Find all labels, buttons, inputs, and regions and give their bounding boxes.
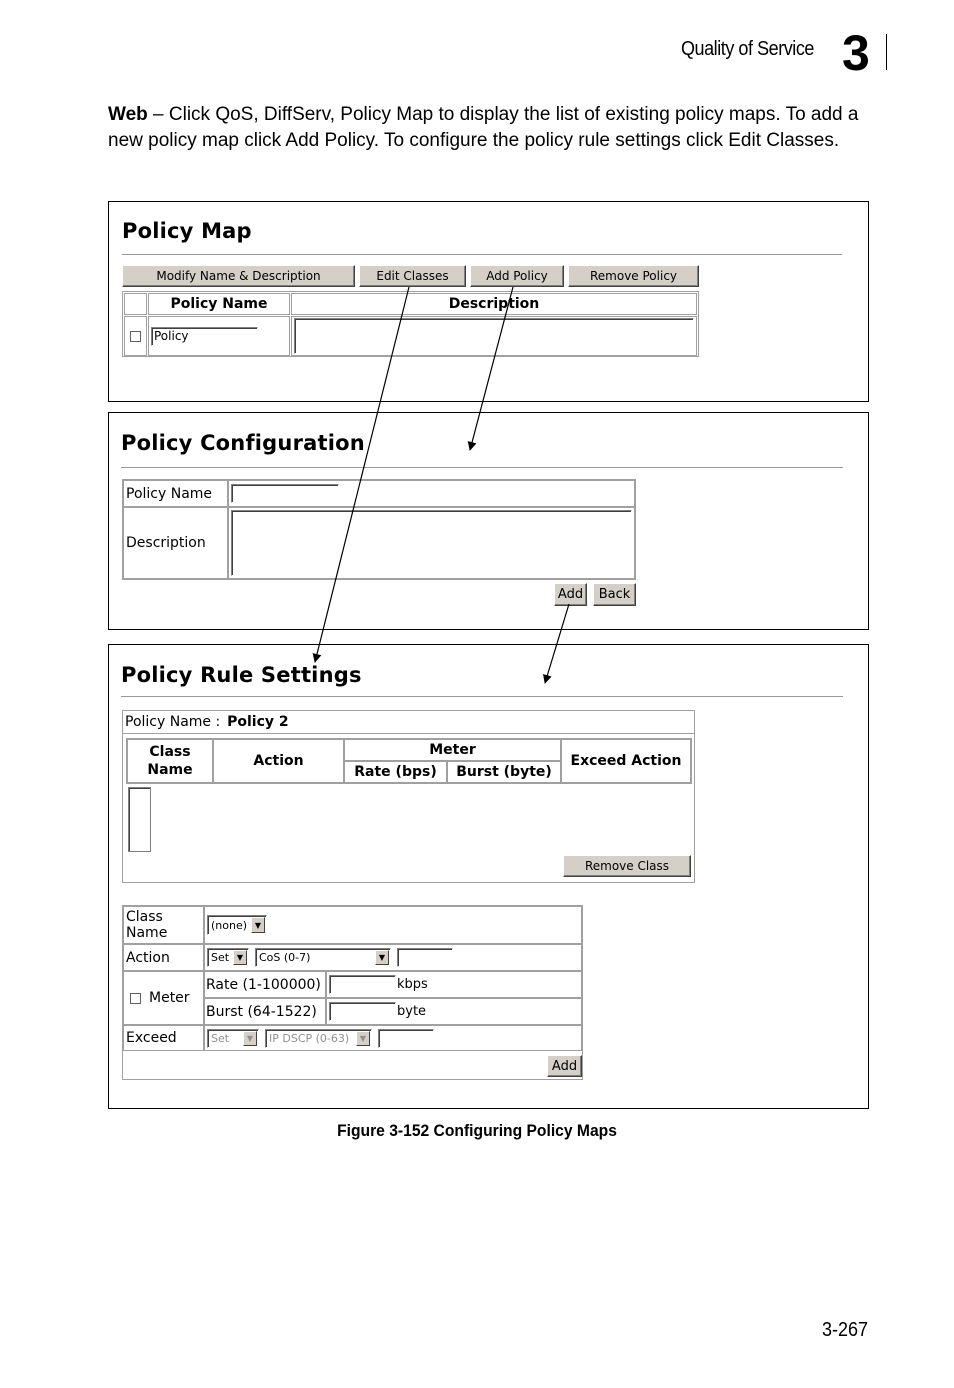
exceed-action-column-header: Exceed Action <box>561 739 691 783</box>
chapter-number: 3 <box>842 25 870 81</box>
page-number: 3-267 <box>822 1319 869 1341</box>
policy-name-column-header: Policy Name <box>148 293 290 315</box>
policy-rule-settings-title: Policy Rule Settings <box>121 663 362 687</box>
burst-unit: byte <box>397 1004 427 1019</box>
exceed-select-value: Set <box>211 1031 230 1045</box>
action-select-value: Set <box>211 951 230 964</box>
edit-classes-button[interactable]: Edit Classes <box>359 265 466 287</box>
burst-label: Burst (64-1522) <box>204 998 326 1025</box>
class-name-header-line-2: Name <box>147 762 193 778</box>
intro-bold: Web <box>108 104 148 125</box>
meter-column-header: Meter <box>344 739 561 761</box>
policy-name-label: Policy Name : <box>125 714 221 730</box>
chevron-down-icon[interactable]: ▼ <box>356 1031 370 1046</box>
description-column-header: Description <box>291 293 697 315</box>
add-policy-button[interactable]: Add Policy <box>470 265 564 287</box>
meter-label: Meter <box>149 990 190 1006</box>
chevron-down-icon[interactable]: ▼ <box>233 950 247 965</box>
arrow-edit-classes-to-rule-settings <box>315 287 409 662</box>
rate-unit: kbps <box>397 977 428 992</box>
arrow-add-policy-to-configuration <box>470 287 513 450</box>
figure-caption: Figure 3-152 Configuring Policy Maps <box>337 1121 617 1140</box>
action-column-header: Action <box>213 739 344 783</box>
class-name-header-line-1: Class <box>149 744 191 760</box>
action-label: Action <box>123 944 204 971</box>
chevron-down-icon[interactable]: ▼ <box>375 950 389 965</box>
class-name-select-value: (none) <box>211 918 248 932</box>
add-button[interactable]: Add <box>554 583 587 606</box>
chevron-down-icon[interactable]: ▼ <box>243 1031 257 1046</box>
policy-map-title: Policy Map <box>122 219 252 243</box>
back-button[interactable]: Back <box>593 583 636 606</box>
action-type-select-value: CoS (0-7) <box>259 951 311 964</box>
rate-column-header: Rate (bps) <box>344 761 447 783</box>
class-name-label-line-2: Name <box>126 925 168 941</box>
intro-text: – Click QoS, DiffServ, Policy Map to display the list of existing policy maps. To add a new policy map click Add Policy. To configure the policy rule settings click Edit Classes. <box>108 104 859 151</box>
remove-class-button[interactable]: Remove Class <box>563 855 691 877</box>
chevron-down-icon[interactable]: ▼ <box>251 917 265 933</box>
rate-label: Rate (1-100000) <box>204 971 326 998</box>
burst-column-header: Burst (byte) <box>447 761 561 783</box>
policy-name-value: Policy 2 <box>227 714 289 730</box>
header-title: Quality of Service <box>681 38 814 60</box>
class-name-label-line-1: Class <box>126 909 163 925</box>
remove-policy-button[interactable]: Remove Policy <box>568 265 699 287</box>
modify-name-description-button[interactable]: Modify Name & Description <box>122 265 355 287</box>
policy-name-input[interactable]: Policy <box>151 327 258 346</box>
exceed-label: Exceed <box>123 1025 204 1051</box>
arrow-add-to-rule-settings <box>545 604 569 683</box>
exceed-type-select-value: IP DSCP (0-63) <box>269 1031 350 1045</box>
policy-name-label: Policy Name <box>123 480 228 507</box>
rule-add-button[interactable]: Add <box>547 1055 582 1077</box>
policy-configuration-title: Policy Configuration <box>121 431 365 455</box>
description-label: Description <box>123 507 228 579</box>
